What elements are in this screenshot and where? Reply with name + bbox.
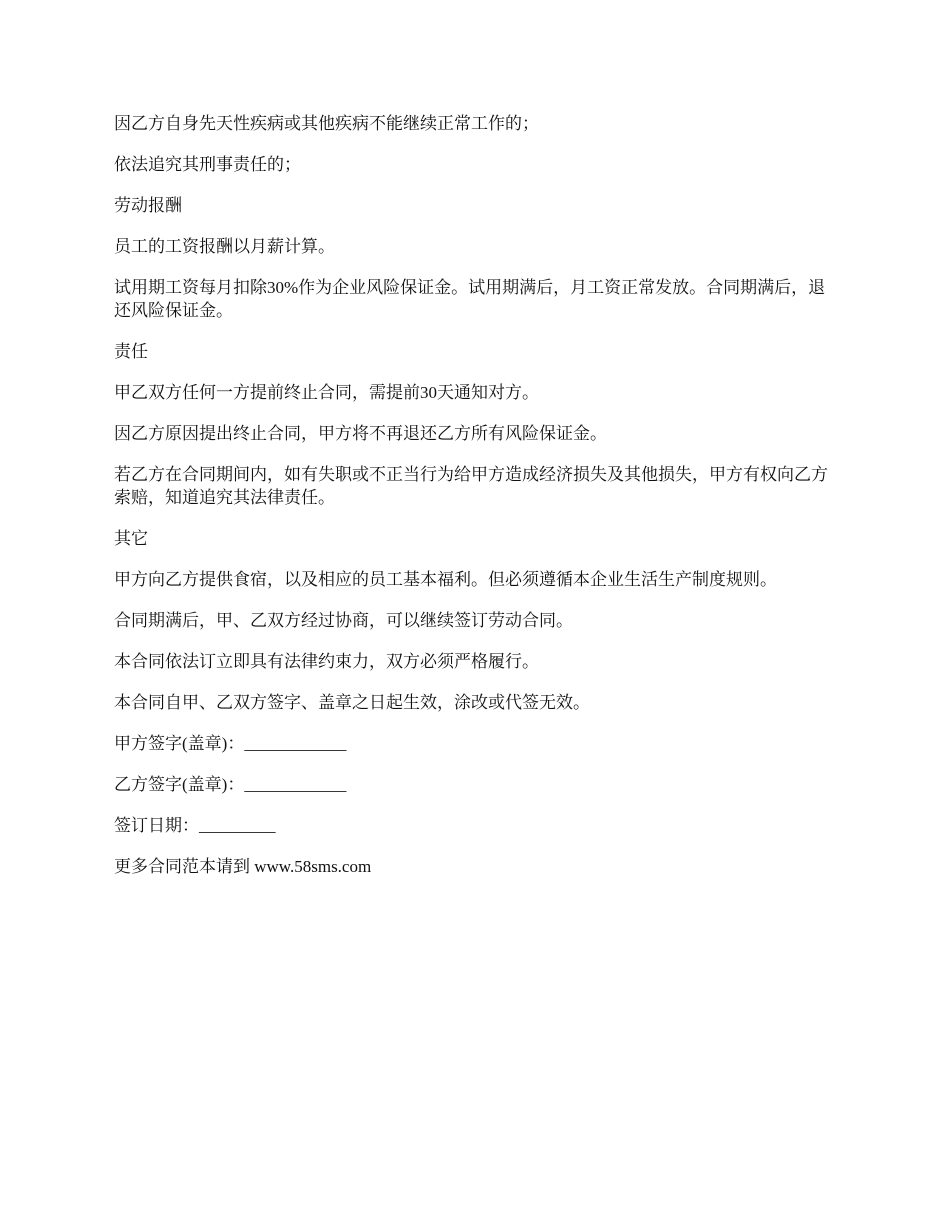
clause-monthly-salary: 员工的工资报酬以月薪计算。 [114,237,335,256]
section-heading-responsibility: 责任 [114,342,148,361]
clause-probation-deposit: 试用期工资每月扣除30%作为企业风险保证金。试用期满后，月工资正常发放。合同期满后，退还风险保证金。 [114,278,826,320]
clause-deposit-forfeit: 因乙方原因提出终止合同，甲方将不再退还乙方所有风险保证金。 [114,424,607,443]
signing-date-line: 签订日期：_________ [114,816,276,835]
clause-illness: 因乙方自身先天性疾病或其他疾病不能继续正常工作的； [114,114,539,133]
clause-effective-date: 本合同自甲、乙双方签字、盖章之日起生效，涂改或代签无效。 [114,693,590,712]
clause-binding-force: 本合同依法订立即具有法律约束力，双方必须严格履行。 [114,652,539,671]
section-heading-remuneration: 劳动报酬 [114,196,182,215]
footer-more-templates: 更多合同范本请到 www.58sms.com [114,857,372,876]
party-b-signature-line: 乙方签字(盖章)：____________ [114,775,347,794]
document-body [114,112,839,896]
clause-compensation: 若乙方在合同期间内，如有失职或不正当行为给甲方造成经济损失及其他损失，甲方有权向乙方索赔，知道追究其法律责任。 [114,465,828,507]
party-a-signature-line: 甲方签字(盖章)：____________ [114,734,347,753]
clause-renewal: 合同期满后，甲、乙双方经过协商，可以继续签订劳动合同。 [114,611,573,630]
section-heading-other: 其它 [114,529,148,548]
clause-criminal-liability: 依法追究其刑事责任的； [114,155,301,174]
clause-benefits: 甲方向乙方提供食宿，以及相应的员工基本福利。但必须遵循本企业生活生产制度规则。 [114,570,777,589]
clause-termination-notice: 甲乙双方任何一方提前终止合同，需提前30天通知对方。 [114,383,539,402]
